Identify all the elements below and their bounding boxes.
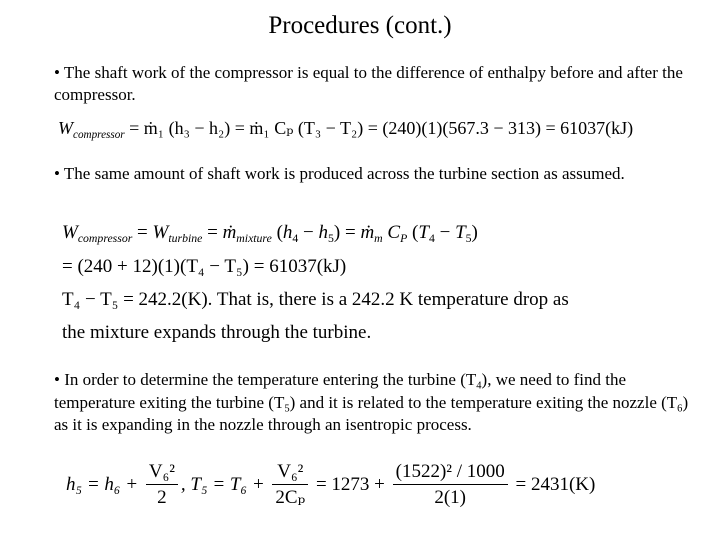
para3-part3: ) and it is related to the temperature exiting the nozzle (T [289, 392, 678, 412]
fraction2-numerator: V₆² [272, 460, 308, 485]
fraction3-numerator: (1522)² / 1000 [393, 460, 508, 485]
equation-turbine-line2: = (240 + 12)(1)(T₄ − T₅) = 61037(kJ) [62, 256, 347, 277]
equation-turbine-line3 [62, 289, 569, 311]
fraction-v6-over-2 [146, 460, 178, 511]
fraction3-denominator: 2(1) [434, 487, 467, 508]
equation-lhs: W [58, 118, 73, 138]
eq3-result: = 2431(K) [510, 473, 596, 495]
fraction2-denominator: 2Cₚ [275, 487, 306, 508]
equation-compressor-work [58, 118, 633, 139]
paragraph-turbine-work: • The same amount of shaft work is produced across the turbine section as assumed. [54, 164, 625, 183]
equation-nozzle-isentropic [66, 460, 595, 516]
eq3-mid: , T₅ = T₆ + [180, 473, 270, 495]
para3-sub2: 5 [284, 403, 290, 415]
temperature-drop-math: T₄ − T₅ = 242.2(K). [62, 289, 213, 310]
eq3-lead: h₅ = h₆ + [66, 473, 143, 495]
para3-part1: • In order to determine the temperature entering the turbine (T [54, 370, 477, 389]
temperature-drop-text: That is, there is a 242.2 K temperature drop as [212, 289, 569, 310]
eq3-1273: = 1273 + [311, 473, 390, 495]
para3-sub1: 4 [476, 380, 482, 392]
page-title: Procedures (cont.) [268, 12, 452, 39]
fraction-v6-over-2cp [272, 460, 308, 511]
para3-sub3: 6 [677, 403, 683, 415]
fraction-1522 [393, 460, 508, 511]
fraction1-denominator: 2 [157, 487, 167, 508]
para3-part4: ) as it is expanding in the nozzle through an isentropic process. [54, 392, 689, 434]
equation-body: = ṁ₁ (h₃ − h₂) = ṁ₁ Cₚ (T₃ − T₂) = (240)(1)(567.3 − 313) = 61037(kJ) [124, 118, 634, 138]
paragraph-turbine-inlet-temperature [54, 369, 694, 437]
fraction1-numerator: V₆² [146, 460, 178, 485]
equation-turbine-line4: the mixture expands through the turbine. [62, 322, 372, 343]
equation-turbine-line1: $W_{compressor} = W_{turbine}$ = $ṁ_{mixture}$ $(h_4 - h_5)$ = $ṁ_m$ $C_P$ $(T_4 - T_5)$ [62, 222, 478, 246]
para3-part2: ), we need to find the temperature exiting the turbine (T [54, 370, 626, 412]
paragraph-compressor-work: • The shaft work of the compressor is equal to the difference of enthalpy before and after the compressor. [54, 63, 683, 104]
equation-lhs-subscript: compressor [73, 128, 125, 141]
